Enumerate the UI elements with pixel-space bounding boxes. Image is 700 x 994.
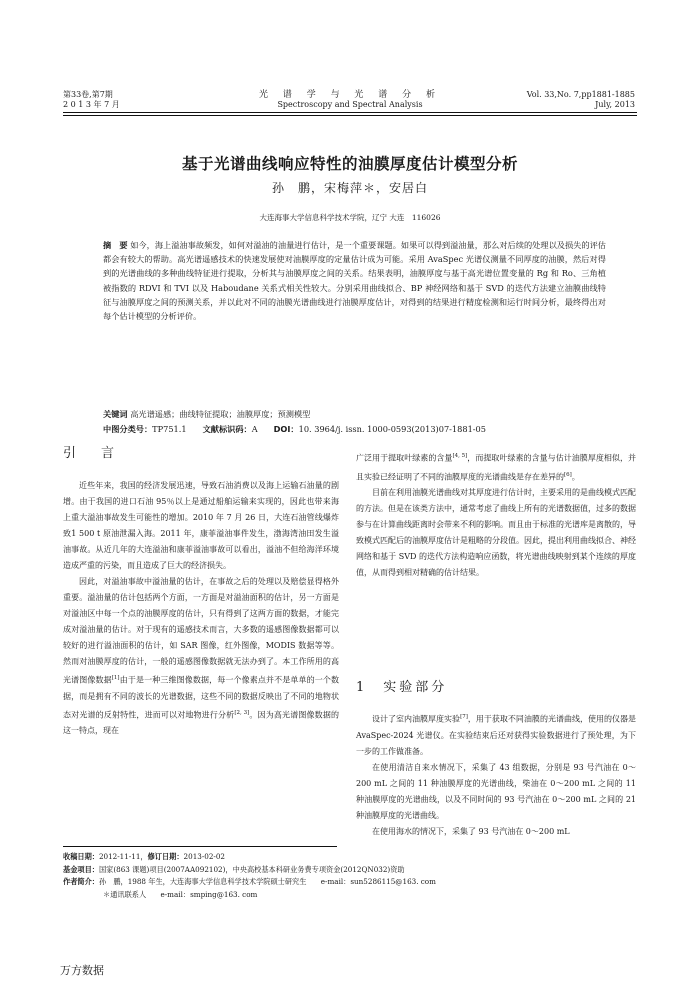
citation-ref: [6] — [564, 471, 572, 478]
month-year: July, 2013 — [595, 100, 635, 109]
doi-label: DOI： — [273, 423, 299, 434]
section-1-heading: 1 实验部分 — [356, 680, 448, 695]
right-column-bottom — [356, 709, 636, 840]
right-paragraph-3 — [356, 709, 636, 760]
fund-label: 基金项目： — [63, 864, 99, 874]
received-label: 收稿日期： — [63, 852, 99, 861]
header-rule-thin — [63, 115, 637, 116]
journal-volume-info — [63, 90, 213, 110]
citation-ref: [7] — [460, 714, 468, 720]
journal-name — [250, 90, 450, 110]
bio-line — [63, 876, 623, 889]
bio-label: 作者简介： — [63, 877, 99, 886]
journal-citation — [480, 90, 635, 110]
abstract-text: 如今，海上溢油事故频发，如何对溢油的油量进行估计，是一个重要课题。如果可以得到溢油量，那么对后续的处理以及损失的评估都会有较大的帮助。高光谱遥感技术的快速发展使对油膜厚度的定量估计成为可能。采用 AvaSpec 光谱仪测量不同厚度的油膜，然后对得到的光谱曲线的多种曲线特征进行提取，分析其与油膜厚度之间的关系。结果表明，油膜厚度与基于高光谱位置变量的 Rg 和 Ro、三角植被指数的 RDVI 和 TVI 以及 Haboudane 关系式相关性较大。分别采用曲线拟合、BP 神经网络和基于 SVD 的迭代方法建立油膜曲线特征与油膜厚度之间的预测关系，并以此对不同的油膜光谱曲线进行油膜厚度估计，对得到的结果进行精度检测和运行时间分析，最终得出对每个估计模型的分析评价。 — [103, 240, 606, 322]
intro-paragraph-2-text-c: 。因为高光谱图像数据的这一特点，现在 — [63, 710, 339, 736]
doc-code-value: A — [251, 423, 258, 434]
revised-date: 2013-02-02 — [183, 852, 225, 861]
right-paragraph-1-text: 广泛用于提取叶绿素的含量 — [356, 453, 453, 463]
keywords-label: 关键词 — [103, 409, 128, 419]
fund-text: 国家(863 课题)项目(2007AA092102)，中央高校基本科研业务费专项资金(2012QN032)资助 — [98, 864, 405, 874]
right-paragraph-4: 在使用清洁自来水情况下，采集了 43 组数据，分别是 93 号汽油在 0～200 mL 之间的 11 种油膜厚度的光谱曲线，柴油在 0～200 mL 之间的 11 种油膜厚度的光谱曲线，以及不同时间的 93 号汽油在 0～200 mL 之间的 21 种油膜厚度的光谱曲线。 — [356, 762, 636, 820]
paper-title: 基于光谱曲线响应特性的油膜厚度估计模型分析 — [181, 155, 518, 173]
right-paragraph-3-text-b: ，用于获取不同油膜的光谱曲线，使用的仪器是 AvaSpec-2024 光谱仪。在实验结束后还对获得实验数据进行了预处理，为下一步的工作做准备。 — [356, 714, 637, 756]
abstract-label: 摘 要 — [103, 240, 128, 250]
journal-name-cn: 光 谱 学 与 光 谱 分 析 — [258, 90, 442, 100]
right-paragraph-1-text-b: ，而提取叶绿素的含量与估计油膜厚度相似，并且实验已经证明了不同的油膜厚度的光谱曲线是存在差异的 — [356, 453, 637, 482]
header-rule — [63, 112, 637, 113]
right-paragraph-1-text-c: 。 — [571, 472, 580, 482]
abstract — [103, 238, 606, 323]
volume-issue: 第33卷,第7期 — [63, 90, 113, 99]
publication-date: 2 0 1 3 年 7 月 — [63, 100, 120, 109]
received-line — [63, 851, 623, 864]
intro-paragraph-2-text: 因此，对溢油事故中溢油量的估计，在事故之后的处理以及赔偿显得格外重要。溢油量的估计包括两个方面，一方面是对溢油面积的估计，另一方面是对溢油区中每一个点的油膜厚度的估计，只有得到了这两方面的数据，才能完成对溢油量的估计。对于现有的遥感技术而言，大多数的遥感图像数据都可以较好的进行溢油面积的估计，如 SAR 图像，红外图像，MODIS 数据等等。然而对油膜厚度的估计，一般的遥感图像数据就无法办到了。本工作所用的高光谱图像数据 — [63, 577, 339, 685]
doc-code-label: 文献标识码： — [202, 423, 252, 434]
right-paragraph-5: 在使用海水的情况下，采集了 93 号汽油在 0～200 mL — [372, 826, 570, 836]
journal-name-en: Spectroscopy and Spectral Analysis — [277, 100, 423, 109]
clc-label: 中图分类号： — [103, 423, 153, 434]
fund-line — [63, 864, 623, 877]
footnote-rule — [63, 846, 337, 847]
citation-ref: [4, 5] — [452, 453, 468, 459]
right-paragraph-1 — [356, 448, 636, 485]
affiliation: 大连海事大学信息科学技术学院，辽宁 大连 116026 — [259, 213, 441, 222]
citation-ref: [2, 3] — [234, 709, 250, 716]
revised-label: 修订日期： — [147, 852, 184, 861]
vol-pages: Vol. 33,No. 7,pp1881-1885 — [526, 90, 635, 99]
corresponding-author-line: ＊通讯联系人 e-mail：smping@163. com — [103, 889, 258, 899]
right-paragraph-2: 目前在利用油膜光谱曲线对其厚度进行估计时，主要采用的是曲线模式匹配的方法。但是在该类方法中，通常考虑了曲线上所有的光谱数据值，过多的数据参与在计算曲线距离时会带来不利的影响。而且由于标准的光谱库是离散的，导致模式匹配后的油膜厚度估计是粗略的分段值。因此，提出利用曲线拟合、神经网络和基于 SVD 的迭代方法构造响应函数，将光谱曲线映射到某个连续的厚度值，从而得到相对精确的估计结果。 — [356, 488, 636, 578]
intro-paragraph-2 — [63, 574, 339, 739]
keywords-text: 高光谱遥感；曲线特征提取；油膜厚度；预测模型 — [130, 409, 311, 419]
intro-heading: 引 言 — [63, 446, 121, 461]
bio-text: 孙 鹏，1988 年生，大连海事大学信息科学技术学院硕士研究生 e-mail：sun5286115@163. com — [98, 877, 436, 886]
received-date: 2012-11-11， — [98, 852, 148, 861]
keywords-block — [103, 407, 613, 436]
author-list: 孙 鹏，宋梅萍＊，安居白 — [271, 181, 428, 195]
right-column-top — [356, 448, 636, 581]
watermark: 万方数据 — [60, 964, 104, 977]
citation-ref: [1] — [111, 675, 120, 681]
intro-paragraph-2-text-b: 由于是一种三维图像数据，每一个像素点并不是单单的一个数据，而是拥有不同的波长的光谱数据，这些不同的数据反映出了不同的地物状态对光谱的反射特性，进而可以对地物进行分析 — [63, 675, 339, 720]
clc-value: TP751.1 — [152, 423, 187, 434]
intro-paragraph-1: 近些年来，我国的经济发展迅速，导致石油消费以及海上运输石油量的剧增。由于我国的进口石油 95％以上是通过船舶运输来实现的，因此也带来海上重大溢油事故发生可能性的增加。2010 年 7 月 26 日，大连石油管线爆炸致1 500 t 原油泄漏入海。2011 年，康菲溢油事件发生，渤海湾油田发生溢油事故。从近几年的大连溢油和康菲溢油事故可以看出，溢油不但给海洋环境造成严重的污染，而且造成了巨大的经济损失。 — [63, 481, 339, 570]
classification-line — [103, 422, 613, 437]
keywords-line — [103, 407, 613, 422]
doi-value: 10. 3964/j. issn. 1000-0593(2013)07-1881-05 — [298, 423, 486, 434]
footnotes — [63, 851, 623, 901]
right-paragraph-3-text: 设计了室内油膜厚度实验 — [372, 714, 461, 724]
intro-body — [63, 478, 339, 739]
